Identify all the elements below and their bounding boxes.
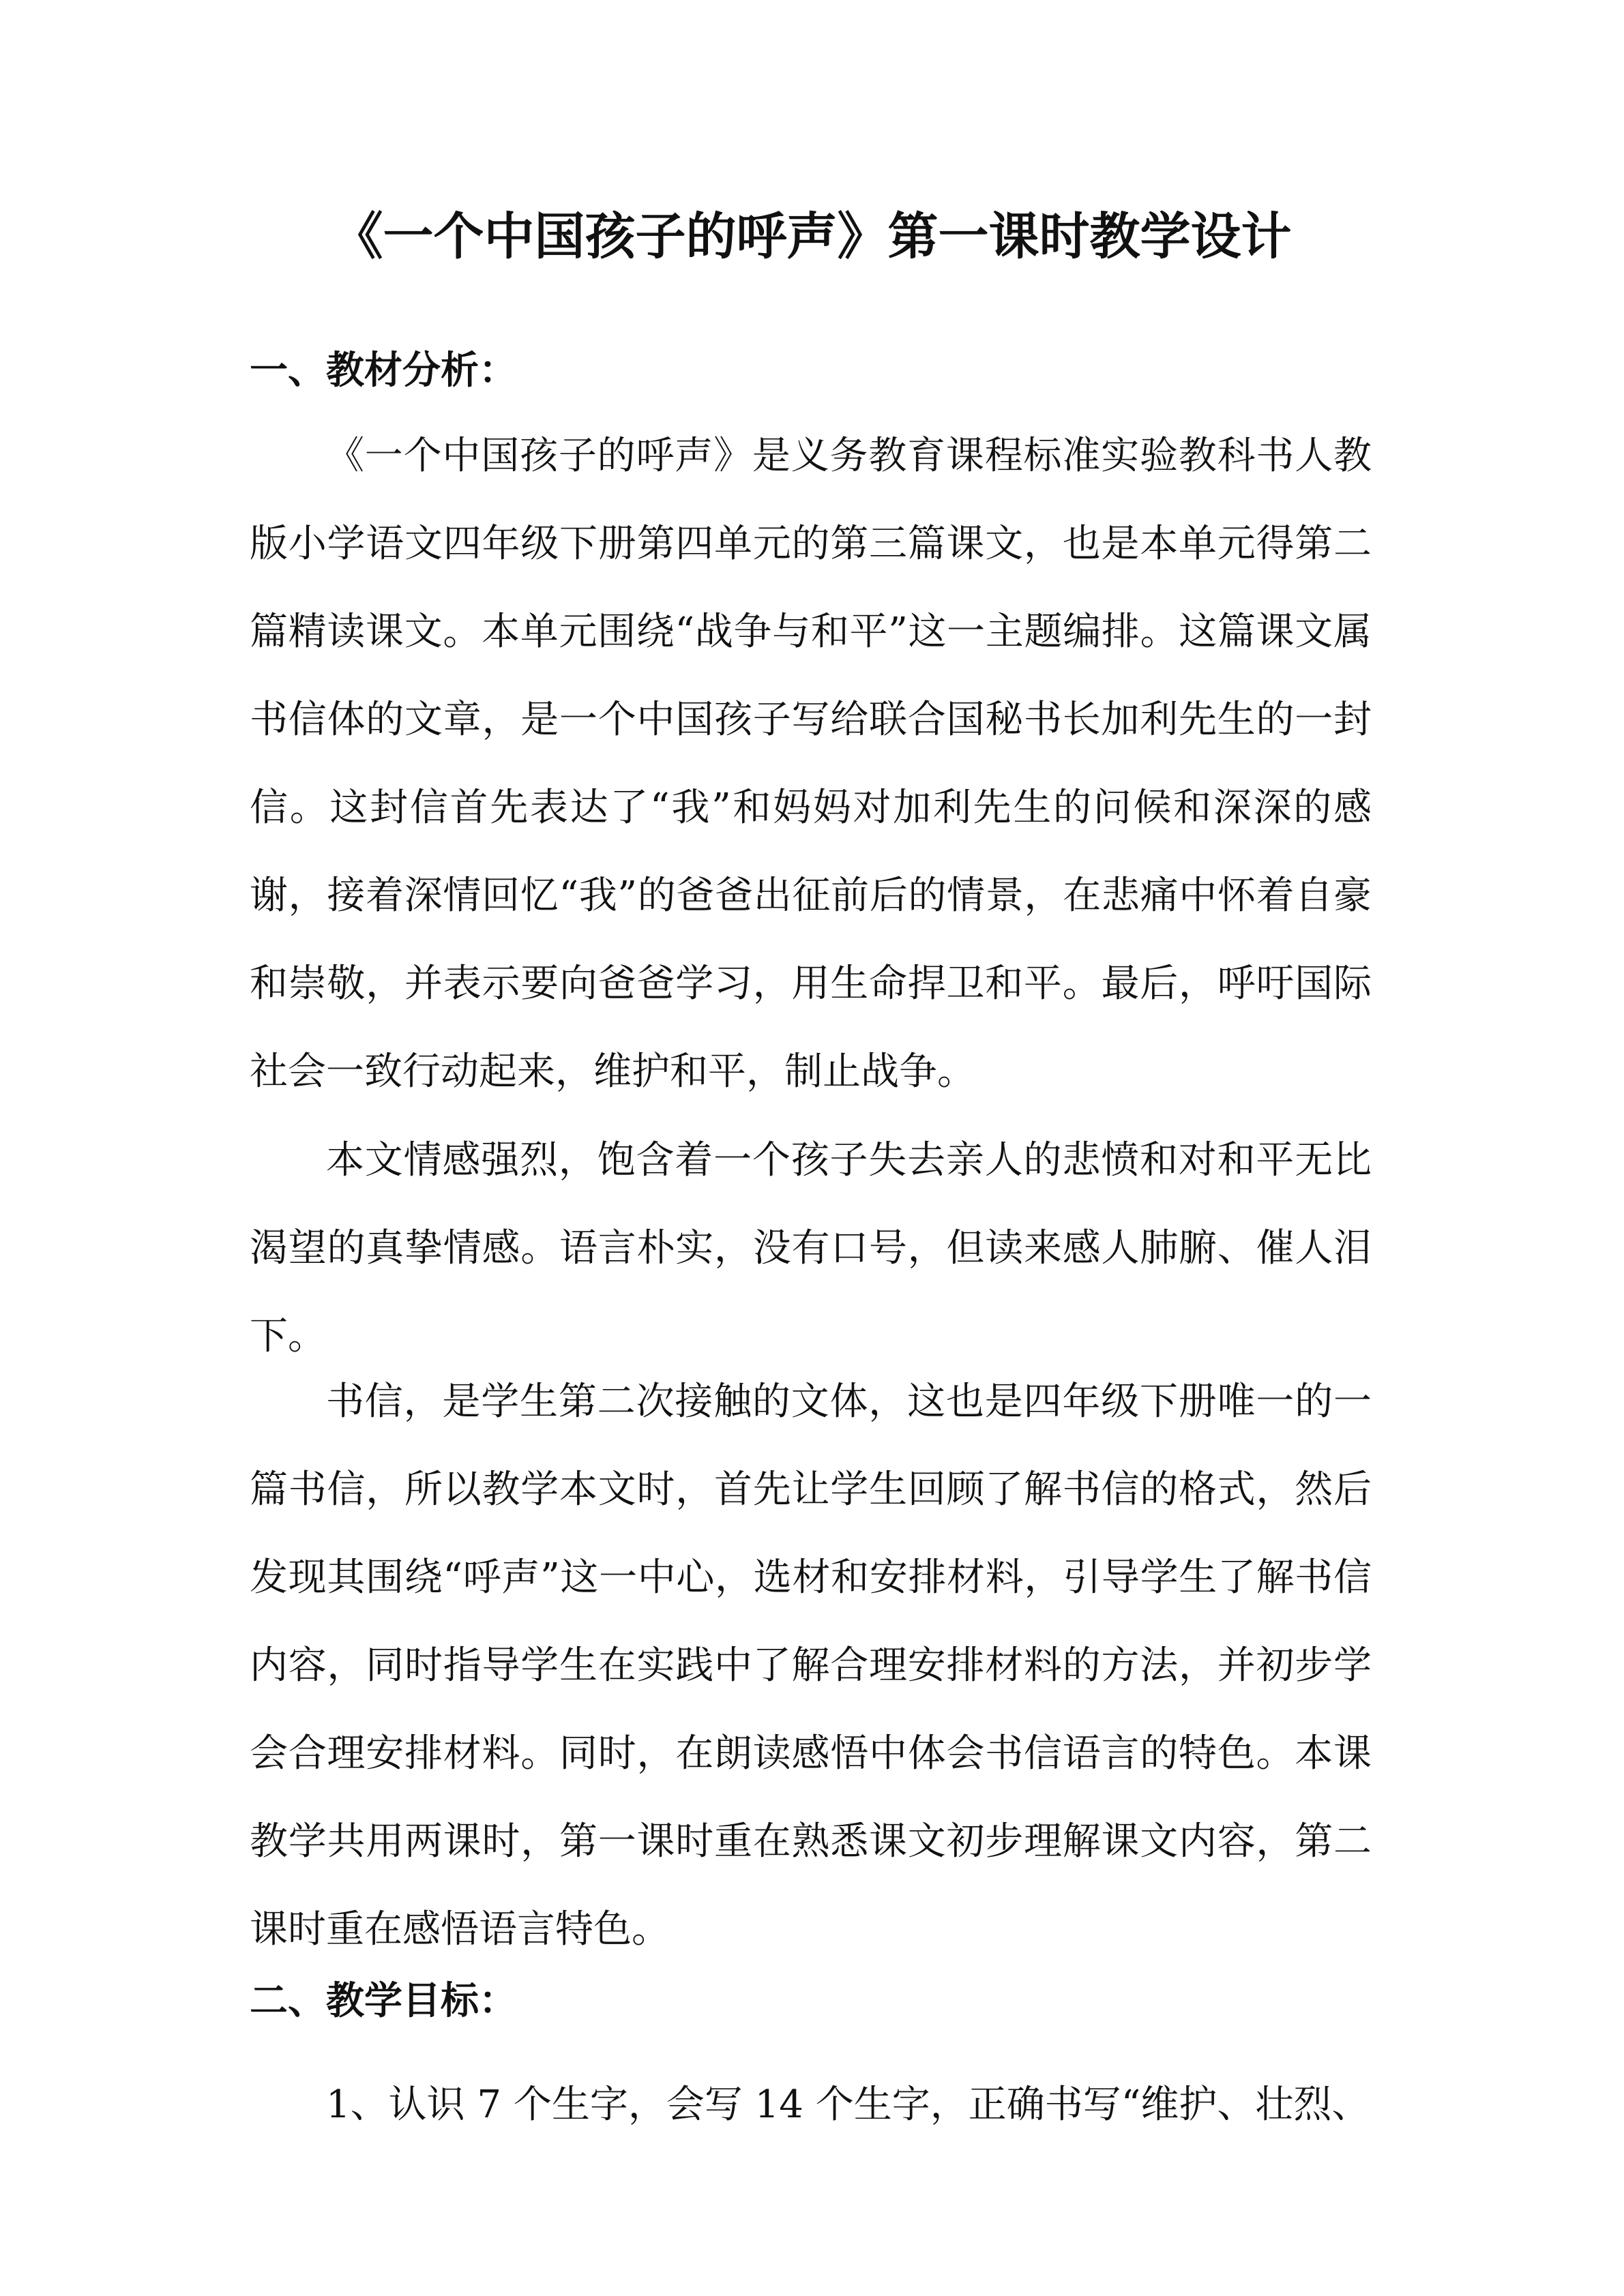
section-heading-textbook-analysis: 一、教材分析：: [250, 348, 517, 393]
paragraph-textbook-intro: 《一个中国孩子的呼声》是义务教育课程标准实验教科书人教版小学语文四年级下册第四单元的第三篇课文，也是本单元得第二篇精读课文。本单元围绕“战争与和平”这一主题编排。这篇课文属书信体的文章，是一个中国孩子写给联合国秘书长加利先生的一封信。这封信首先表达了“我”和妈妈对加利先生的问候和深深的感谢，接着深情回忆“我”的爸爸出征前后的情景，在悲痛中怀着自豪和崇敬，并表示要向爸爸学习，用生命捍卫和平。最后，呼吁国际社会一致行动起来，维护和平，制止战争。: [250, 434, 1372, 1094]
section-heading-teaching-goals: 二、教学目标：: [250, 1978, 517, 2023]
paragraph-letter-genre: 书信，是学生第二次接触的文体，这也是四年级下册唯一的一篇书信，所以教学本文时，首先让学生回顾了解书信的格式，然后发现其围绕“呼声”这一中心，选材和安排材料，引导学生了解书信内容，同时指导学生在实践中了解合理安排材料的方法，并初步学会合理安排材料。同时，在朗读感悟中体会书信语言的特色。本课教学共用两课时，第一课时重在熟悉课文初步理解课文内容，第二课时重在感悟语言特色。: [250, 1380, 1372, 1952]
paragraph-goal-1: 1、认识 7 个生字，会写 14 个生字，正确书写“维护、壮烈、: [326, 2083, 1370, 2127]
paragraph-emotion: 本文情感强烈，饱含着一个孩子失去亲人的悲愤和对和平无比渴望的真挚情感。语言朴实，没有口号，但读来感人肺腑、催人泪下。: [250, 1138, 1372, 1358]
document-title: 《一个中国孩子的呼声》第一课时教学设计: [332, 207, 1292, 266]
